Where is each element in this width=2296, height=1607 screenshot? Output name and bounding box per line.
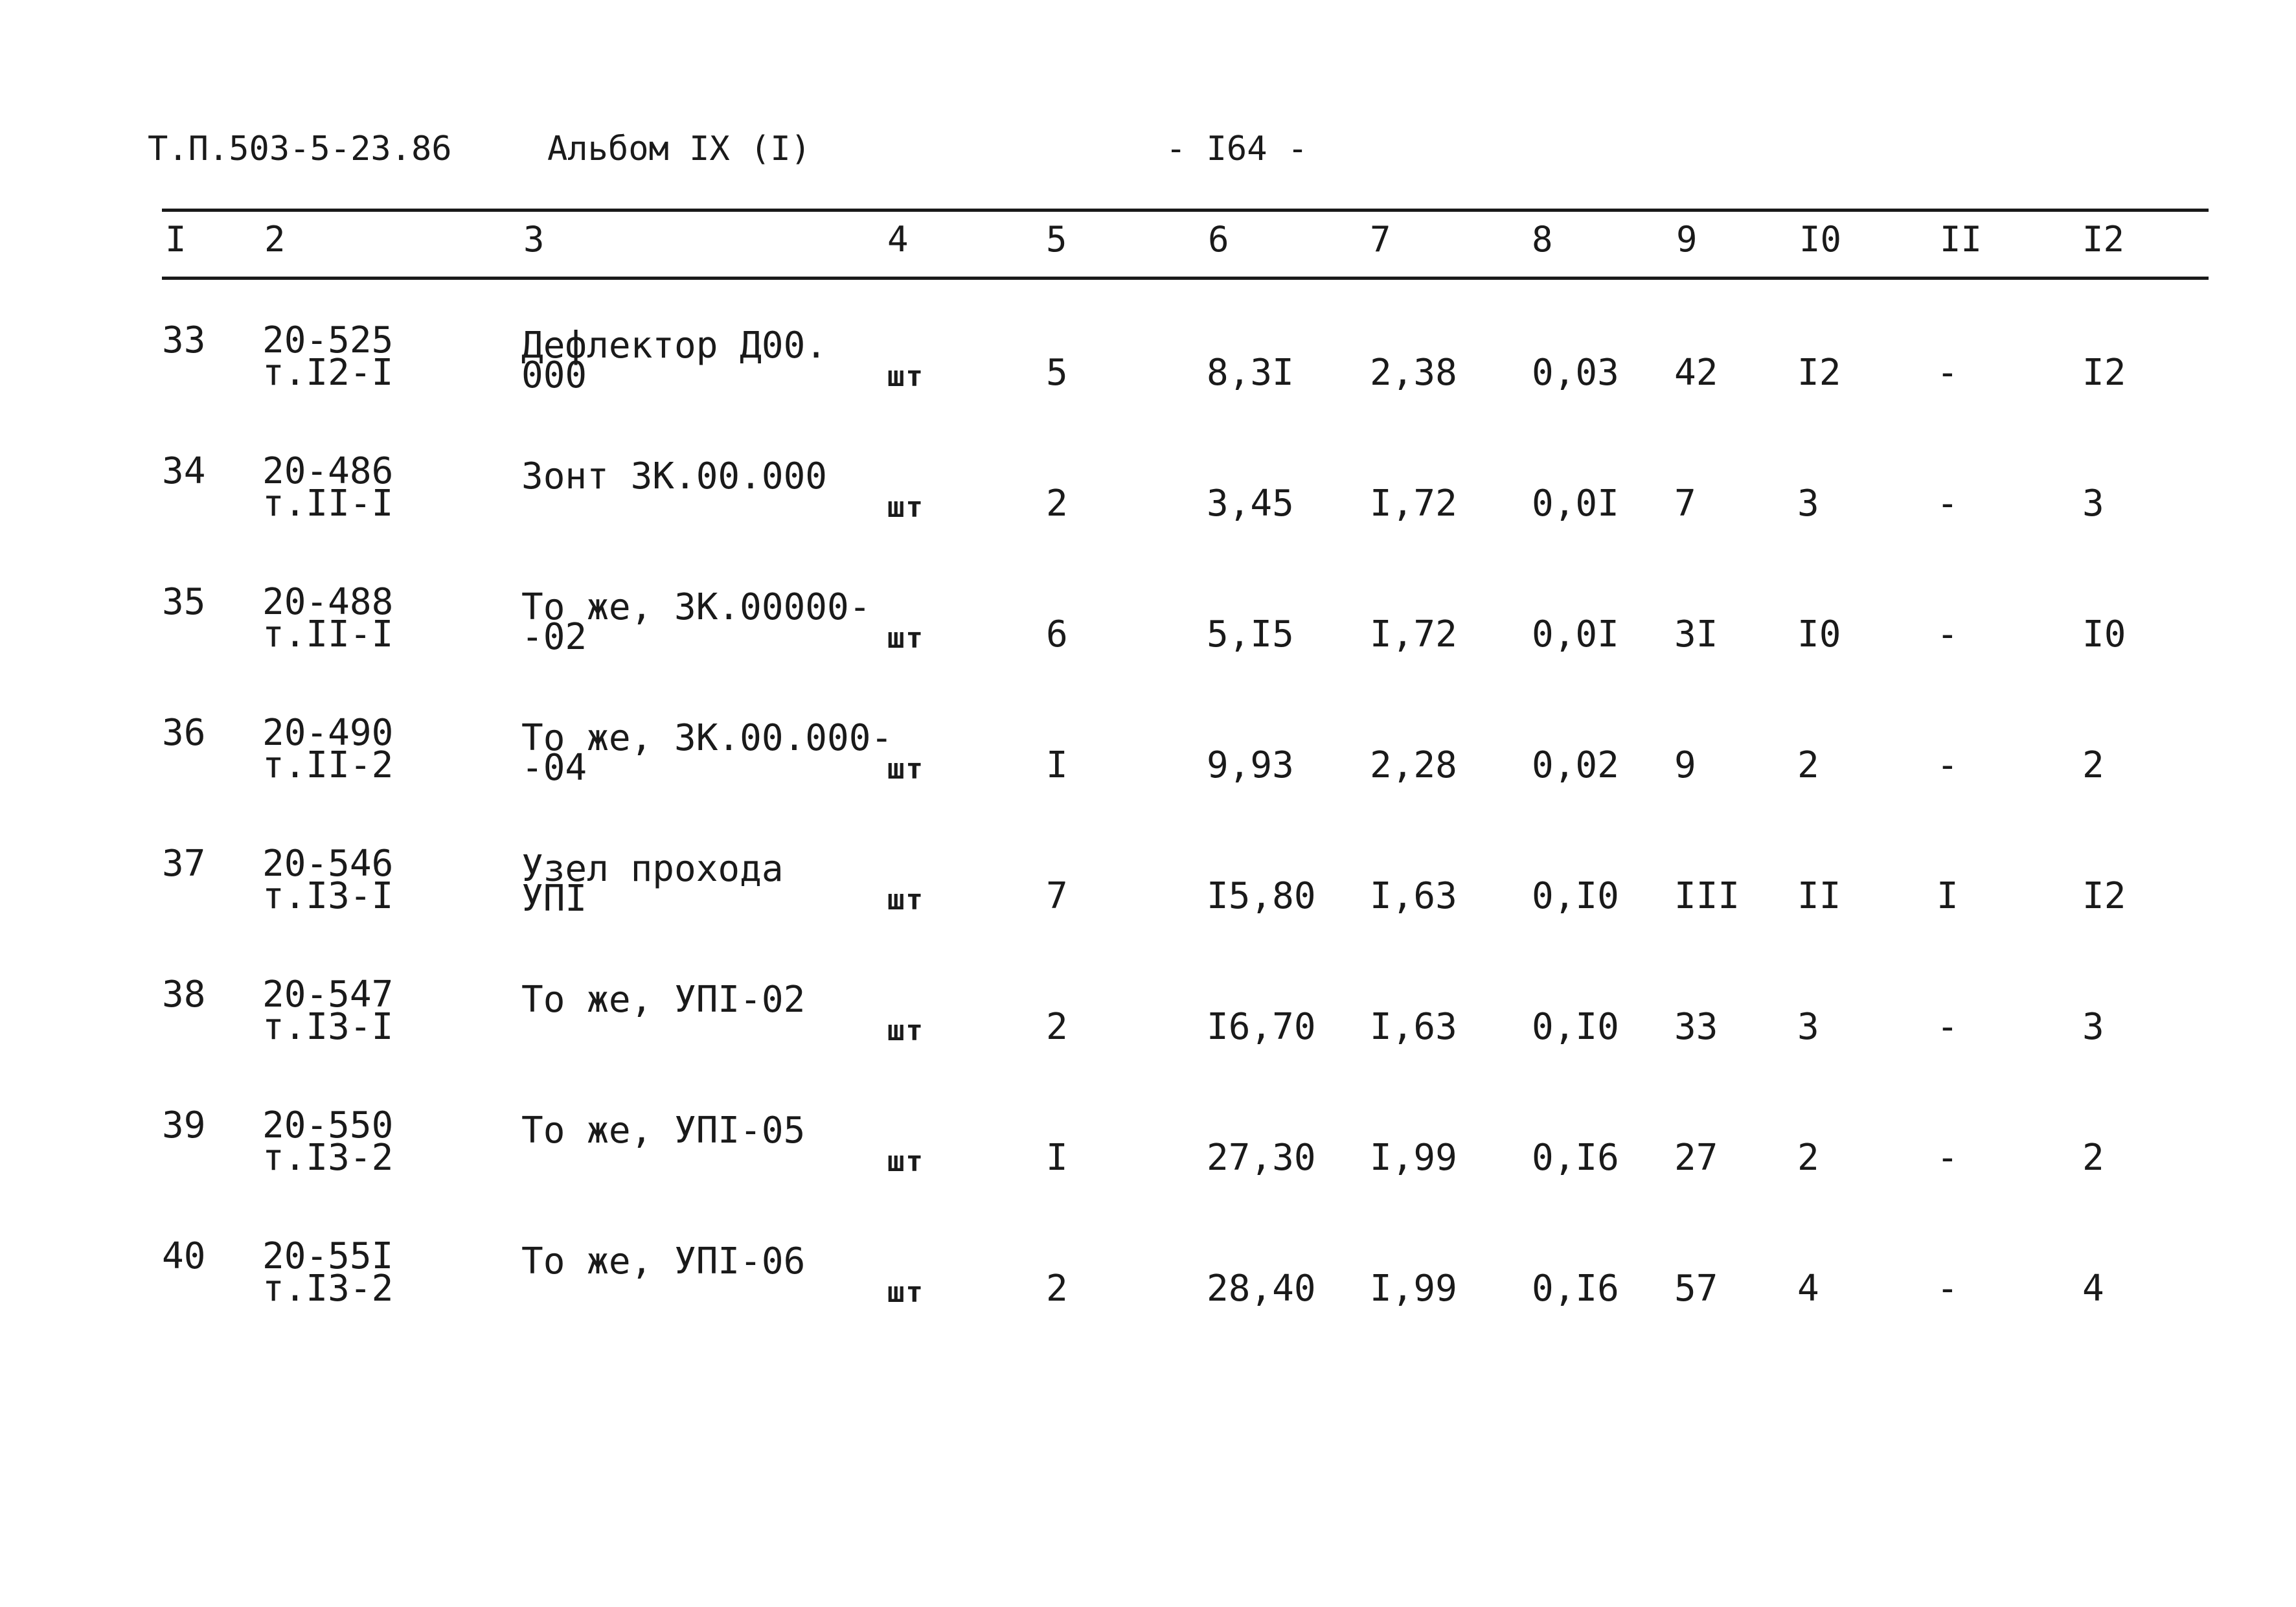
document-code: Т.П.503-5-23.86 [148, 130, 452, 168]
page-number: - I64 - [1166, 130, 1308, 168]
row-number: 38 [162, 974, 206, 1016]
value-col-6: 27,30 [1207, 1137, 1316, 1179]
row-number: 40 [162, 1235, 206, 1277]
table-row [0, 712, 2296, 846]
row-number: 39 [162, 1104, 206, 1146]
column-header: 4 [887, 219, 909, 260]
column-header: 7 [1370, 219, 1391, 260]
value-col-7: I,63 [1370, 875, 1457, 917]
quantity: I [1046, 1137, 1068, 1179]
album-label: Альбом IX (I) [547, 130, 811, 168]
table-row [0, 581, 2296, 715]
quantity: 7 [1046, 875, 1068, 917]
value-col-10: 2 [1797, 744, 1819, 786]
value-col-6: I5,80 [1207, 875, 1316, 917]
value-col-6: I6,70 [1207, 1006, 1316, 1048]
value-col-11: - [1937, 744, 1959, 786]
unit: шт [887, 360, 924, 393]
item-name-continued: 000 [521, 354, 587, 396]
column-header: 8 [1532, 219, 1553, 260]
value-col-10: 3 [1797, 1006, 1819, 1048]
value-col-12: 2 [2082, 744, 2104, 786]
table-row [0, 319, 2296, 453]
quantity: 2 [1046, 483, 1068, 525]
price-table: т.I3-I [262, 875, 394, 917]
unit: шт [887, 622, 924, 655]
price-code: 20-546 [262, 843, 394, 885]
value-col-11: - [1937, 483, 1959, 525]
column-header: II [1940, 219, 1983, 260]
value-col-9: 57 [1674, 1268, 1718, 1310]
value-col-12: I0 [2082, 613, 2126, 655]
price-table: т.I3-2 [262, 1268, 394, 1310]
quantity: 5 [1046, 352, 1068, 394]
value-col-10: 4 [1797, 1268, 1819, 1310]
price-table: т.II-2 [262, 744, 394, 786]
column-header: 2 [264, 219, 286, 260]
quantity: 2 [1046, 1268, 1068, 1310]
price-table: т.II-I [262, 613, 394, 655]
value-col-9: 3I [1674, 613, 1718, 655]
quantity: 2 [1046, 1006, 1068, 1048]
price-code: 20-490 [262, 712, 394, 754]
value-col-11: - [1937, 1268, 1959, 1310]
value-col-9: 27 [1674, 1137, 1718, 1179]
unit: шт [887, 1145, 924, 1178]
quantity: I [1046, 744, 1068, 786]
table-header-rule [162, 277, 2209, 280]
row-number: 35 [162, 581, 206, 623]
value-col-11: I [1937, 875, 1959, 917]
item-name: Узел прохода [521, 848, 784, 890]
value-col-7: I,63 [1370, 1006, 1457, 1048]
price-table: т.I2-I [262, 352, 394, 394]
column-header: 3 [523, 219, 545, 260]
price-code: 20-547 [262, 974, 394, 1016]
value-col-7: I,72 [1370, 613, 1457, 655]
value-col-6: 5,I5 [1207, 613, 1294, 655]
value-col-12: 3 [2082, 483, 2104, 525]
value-col-12: 4 [2082, 1268, 2104, 1310]
row-number: 34 [162, 450, 206, 492]
price-code: 20-488 [262, 581, 394, 623]
value-col-6: 3,45 [1207, 483, 1294, 525]
row-number: 37 [162, 843, 206, 885]
column-header: I [165, 219, 187, 260]
value-col-10: 2 [1797, 1137, 1819, 1179]
price-code: 20-486 [262, 450, 394, 492]
value-col-12: I2 [2082, 352, 2126, 394]
value-col-6: 9,93 [1207, 744, 1294, 786]
value-col-7: I,99 [1370, 1268, 1457, 1310]
value-col-9: III [1674, 875, 1740, 917]
column-header: I2 [2082, 219, 2125, 260]
value-col-11: - [1937, 613, 1959, 655]
unit: шт [887, 491, 924, 524]
table-row [0, 450, 2296, 584]
value-col-9: 9 [1674, 744, 1696, 786]
value-col-10: I2 [1797, 352, 1841, 394]
table-row [0, 1104, 2296, 1238]
table-row [0, 1235, 2296, 1369]
value-col-12: I2 [2082, 875, 2126, 917]
item-name-continued: УПI [521, 878, 587, 920]
table-row [0, 974, 2296, 1108]
value-col-7: I,72 [1370, 483, 1457, 525]
item-name: То же, УПI-02 [521, 979, 806, 1021]
value-col-11: - [1937, 1137, 1959, 1179]
item-name: То же, ЗК.00000- [521, 586, 871, 628]
price-table: т.II-I [262, 483, 394, 525]
value-col-7: 2,38 [1370, 352, 1457, 394]
unit: шт [887, 1014, 924, 1047]
price-code: 20-525 [262, 319, 394, 361]
value-col-12: 3 [2082, 1006, 2104, 1048]
value-col-12: 2 [2082, 1137, 2104, 1179]
value-col-6: 28,40 [1207, 1268, 1316, 1310]
value-col-10: I0 [1797, 613, 1841, 655]
row-number: 33 [162, 319, 206, 361]
value-col-11: - [1937, 352, 1959, 394]
item-name-continued: -04 [521, 747, 587, 789]
value-col-7: 2,28 [1370, 744, 1457, 786]
price-code: 20-55I [262, 1235, 394, 1277]
value-col-7: I,99 [1370, 1137, 1457, 1179]
unit: шт [887, 1276, 924, 1309]
value-col-9: 33 [1674, 1006, 1718, 1048]
unit: шт [887, 883, 924, 917]
column-header: 6 [1208, 219, 1229, 260]
value-col-8: 0,0I [1532, 613, 1619, 655]
item-name: Дефлектор Д00. [521, 325, 828, 367]
value-col-8: 0,I0 [1532, 1006, 1619, 1048]
value-col-8: 0,03 [1532, 352, 1619, 394]
column-header: I0 [1799, 219, 1842, 260]
value-col-6: 8,3I [1207, 352, 1294, 394]
item-name-continued: -02 [521, 616, 587, 658]
price-table: т.I3-I [262, 1006, 394, 1048]
item-name: То же, УПI-05 [521, 1110, 806, 1152]
table-row [0, 843, 2296, 977]
table-top-rule [162, 209, 2209, 212]
value-col-8: 0,I6 [1532, 1268, 1619, 1310]
item-name: Зонт ЗК.00.000 [521, 455, 828, 497]
value-col-8: 0,02 [1532, 744, 1619, 786]
value-col-9: 42 [1674, 352, 1718, 394]
column-header: 5 [1046, 219, 1067, 260]
price-table: т.I3-2 [262, 1137, 394, 1179]
quantity: 6 [1046, 613, 1068, 655]
row-number: 36 [162, 712, 206, 754]
column-header: 9 [1676, 219, 1698, 260]
price-code: 20-550 [262, 1104, 394, 1146]
value-col-8: 0,I6 [1532, 1137, 1619, 1179]
item-name: То же, ЗК.00.000- [521, 717, 893, 759]
value-col-10: II [1797, 875, 1841, 917]
value-col-8: 0,I0 [1532, 875, 1619, 917]
value-col-10: 3 [1797, 483, 1819, 525]
value-col-9: 7 [1674, 483, 1696, 525]
value-col-11: - [1937, 1006, 1959, 1048]
item-name: То же, УПI-06 [521, 1240, 806, 1282]
unit: шт [887, 753, 924, 786]
value-col-8: 0,0I [1532, 483, 1619, 525]
